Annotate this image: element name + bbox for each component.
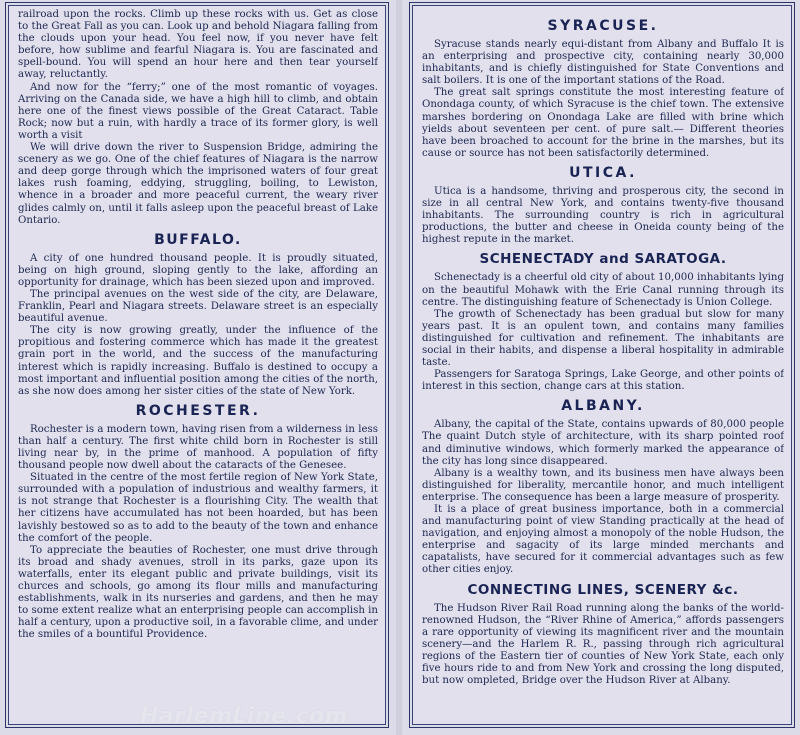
- page-fold: [396, 0, 402, 735]
- rochester-paragraph: To appreciate the beauties of Rochester, one must drive through its broad and shady avenues, stroll in its parks, gaze upon its waterfalls, enter its elegant public and private buildings, visit its churces and schools, go among its flour mills and manufacturing establishments, walk in its nurseries and gardens, and then he may to some extent realize what an enterprising people can accomplish in half a century, upon a productive soil, in a favorable clime, and under the smiles of a bountiful Providence.: [18, 544, 378, 641]
- section-heading-buffalo: BUFFALO.: [154, 231, 242, 248]
- syracuse-paragraph: Syracuse stands nearly equi-distant from Albany and Buffalo It is an enterprising and prospective city, containing nearly 30,000 inhabitants, and is chiefly distinguished for State Conventions and salt boilers. It is one of the important stations of the Road.: [422, 39, 784, 87]
- section-heading-rochester: ROCHESTER.: [135, 402, 261, 419]
- buffalo-paragraph: The city is now growing greatly, under the influence of the propitious and fostering commerce which has made it the greatest grain port in the world, and the success of the manufacturing interest which is rapidly increasing. Buffalo is destined to occupy a most important and influential position among the cities of the north, as she now does among her sister cities of the state of New York.: [18, 325, 378, 397]
- albany-paragraph: Albany, the capital of the State, contains upwards of 80,000 people The quaint Dutch style of architecture, with its sharp pointed roof and diminutive windows, which formerly marked the appearance of the city has long since disappeared.: [422, 419, 784, 467]
- niagara-paragraph: We will drive down the river to Suspension Bridge, admiring the scenery as we go. One of the chief features of Niagara is the narrow and deep gorge through which the imprisoned waters of four great lakes rush foaming, eddying, struggling, boiling, to Lewiston, whence in a broader and more peaceful current, the weary river glides calmly on, until it falls asleep upon the peaceful breast of Lake Ontario.: [18, 142, 378, 226]
- utica-paragraph: Utica is a handsome, thriving and prosperous city, the second in size in all central New York, and contains twenty-five thousand inhabitants. The surrounding country is rich in agricultural productions, the butter and cheese in Oneida county being of the highest repute in the market.: [422, 185, 784, 246]
- rochester-paragraph: Rochester is a modern town, having risen from a wilderness in less than half a century. The first white child born in Rochester is still living near by, in the prime of manhood. A population of fifty thousand people now dwell about the cataracts of the Genesee.: [18, 423, 378, 472]
- right-column: [422, 9, 784, 721]
- section-heading-syracuse: SYRACUSE.: [547, 18, 659, 34]
- albany-paragraph: It is a place of great business importance, both in a commercial and manufacturing point of view Standing practically at the head of navigation, and enjoying almost a monopoly of the noble Hudson, the enterprise and sagacity of its large minded merchants and capatalists, have secured for it commercial advantages such as few other cities enjoy.: [422, 504, 784, 576]
- section-heading-utica: UTICA.: [569, 164, 637, 181]
- buffalo-paragraph: The principal avenues on the west side of the city, are Delaware, Franklin, Pearl and Niagara streets. Delaware street is an especially beautiful avenue.: [18, 288, 378, 325]
- schenectady-paragraph: Passengers for Saratoga Springs, Lake George, and other points of interest in this section, change cars at this station.: [422, 369, 784, 393]
- schenectady-paragraph: The growth of Schenectady has been gradual but slow for many years past. It is an opulent town, and contains many families distinguished for cultivation and refinement. The inhabitants are social in their habits, and dispense a liberal hospitality in admirable taste.: [422, 308, 784, 369]
- niagara-paragraph: And now for the “ferry;” one of the most romantic of voyages. Arriving on the Canada side, we have a high hill to climb, and obtain here one of the finest views possible of the Great Cataract. Table Rock; now but a ruin, with hardly a trace of its former glory, is well worth a visit: [18, 81, 378, 141]
- left-page: [5, 2, 389, 728]
- rochester-paragraph: Situated in the centre of the most fertile region of New York State, surrounded with a population of industrious and wealthy farmers, it is not strange that Rochester is a flourishing City. The wealth that her citizens have accumulated has not been hoarded, but has been lavishly bestowed so as to add to the beauty of the town and enhance the comfort of the people.: [18, 472, 378, 544]
- watermark-text: HarlemLine.com: [140, 704, 349, 729]
- section-heading-connecting-lines: CONNECTING LINES, SCENERY &c.: [467, 581, 739, 598]
- right-page: [409, 2, 795, 728]
- left-column: [18, 9, 378, 721]
- buffalo-paragraph: A city of one hundred thousand people. It is proudly situated, being on high ground, sloping gently to the lake, affording an opportunity for drainage, which has been siezed upon and improved.: [18, 252, 378, 288]
- schenectady-paragraph: Schenectady is a cheerful old city of about 10,000 inhabitants lying on the beautiful Mohawk with the Erie Canal running through its centre. The distinguishing feature of Schenectady is Union College.: [422, 272, 784, 308]
- syracuse-paragraph: The great salt springs constitute the most interesting feature of Onondaga county, of which Syracuse is the chief town. The extensive marshes bordering on Onondaga Lake are filled with brine which yields about seventeen per cent. of pure salt.— Different theories have been broached to account for the brine in the marshes, but its cause or source has not been satisfactorily determined.: [422, 87, 784, 159]
- section-heading-schenectady: SCHENECTADY and SARATOGA.: [479, 251, 727, 268]
- niagara-paragraph: railroad upon the rocks. Climb up these rocks with us. Get as close to the Great Fall as you can. Look up and behold Niagara falling from the clouds upon your head. You feel now, if you never have felt before, how sublime and fearful Niagara is. You are fascinated and spell-bound. You will spend an hour here and then tear yourself away, reluctantly.: [18, 9, 378, 81]
- section-heading-albany: ALBANY.: [561, 398, 645, 415]
- connecting-lines-paragraph: The Hudson River Rail Road running along the banks of the world-renowned Hudson, the “River Rhine of America,” affords passengers a rare opportunity of viewing its magnificent river and the mountain scenery—and the Harlem R. R., passing through rich agricultural regions of the Eastern tier of counties of New York State, each only five hours ride to and from New York and crossing the long disputed, but now ompleted, Bridge over the Hudson River at Albany.: [422, 602, 784, 687]
- albany-paragraph: Albany is a wealthy town, and its business men have always been distinguished for liberality, mercantile honor, and much intelligent enterprise. The consequence has been a large measure of prosperity.: [422, 467, 784, 503]
